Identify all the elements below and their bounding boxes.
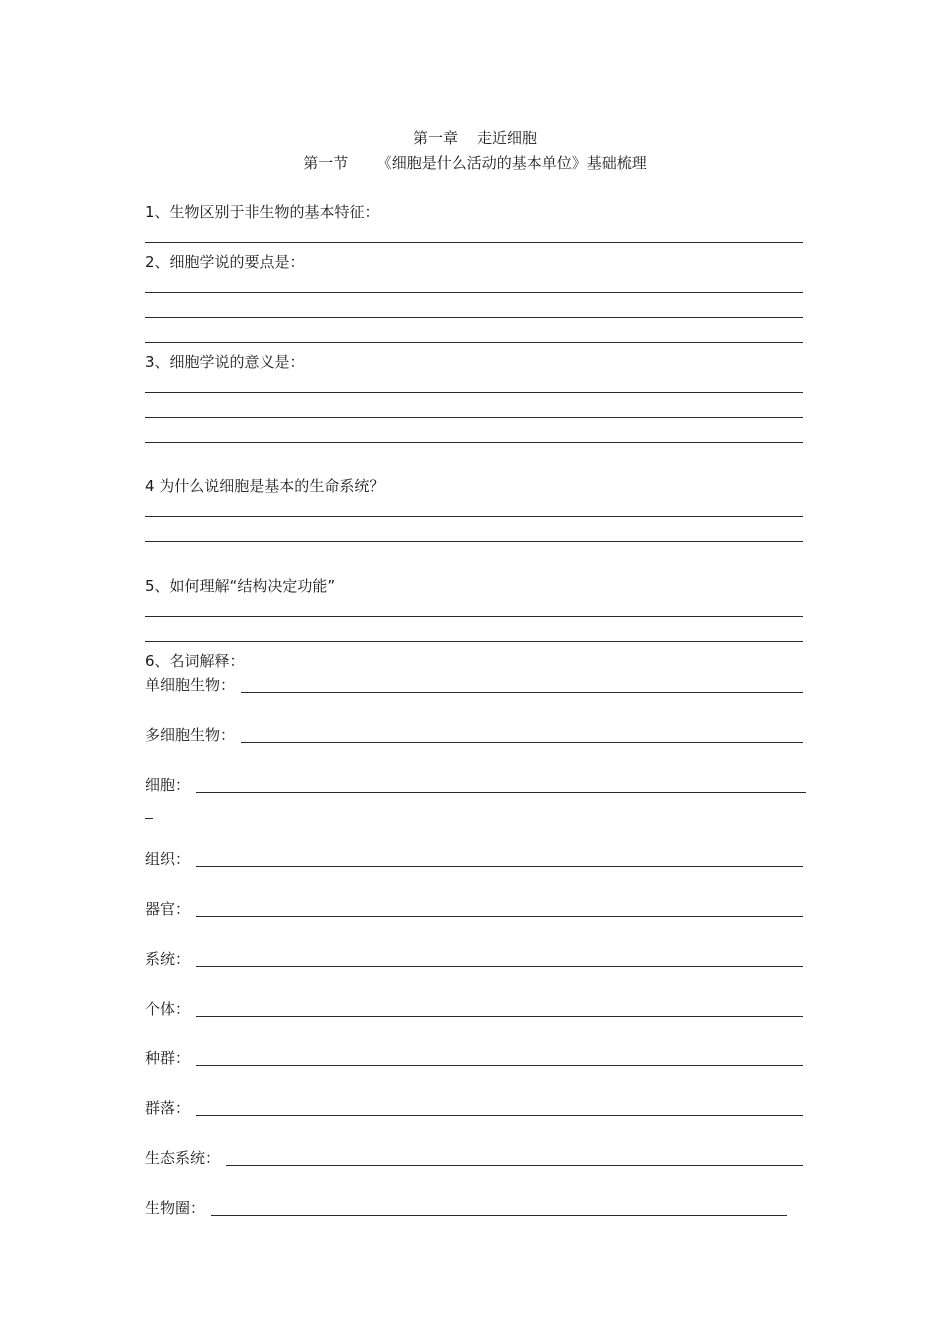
term-row-population: [145, 1048, 803, 1068]
term-row-unicellular: [145, 675, 803, 695]
term-answer-line[interactable]: [196, 1065, 803, 1066]
answer-line-q5-1[interactable]: [145, 616, 803, 617]
term-row-biosphere: [145, 1198, 787, 1218]
answer-line-q3-2[interactable]: [145, 417, 803, 418]
term-label: 器官：: [145, 900, 191, 918]
term-label: 多细胞生物：: [145, 726, 236, 744]
term-row-tissue: [145, 849, 803, 869]
term-label: 细胞：: [145, 776, 191, 794]
term-label: 单细胞生物：: [145, 676, 236, 694]
term-row-cell: [145, 775, 806, 795]
term-label: 生物圈：: [145, 1199, 206, 1217]
question-5: 5、如何理解“结构决定功能”: [145, 577, 336, 595]
term-answer-line[interactable]: [241, 692, 803, 693]
answer-line-q4-2[interactable]: [145, 541, 803, 542]
answer-line-q5-2[interactable]: [145, 641, 803, 642]
term-answer-line[interactable]: [211, 1215, 787, 1216]
term-answer-line[interactable]: [196, 916, 803, 917]
term-row-community: [145, 1098, 803, 1118]
term-label: 个体：: [145, 1000, 191, 1018]
term-label: 群落：: [145, 1099, 191, 1117]
term-row-ecosystem: [145, 1148, 803, 1168]
answer-line-q3-3[interactable]: [145, 442, 803, 443]
term-label: 生态系统：: [145, 1149, 221, 1167]
term-row-organ: [145, 899, 803, 919]
answer-line-q1-1[interactable]: [145, 242, 803, 243]
answer-line-q4-1[interactable]: [145, 516, 803, 517]
question-4: 4 为什么说细胞是基本的生命系统？: [145, 477, 385, 495]
term-answer-line[interactable]: [226, 1165, 803, 1166]
term-label: 种群：: [145, 1049, 191, 1067]
term-answer-line[interactable]: [196, 866, 803, 867]
term-row-individual: [145, 999, 803, 1019]
term-row-multicellular: [145, 725, 803, 745]
term-row-system: [145, 949, 803, 969]
term-answer-line[interactable]: [196, 792, 806, 793]
term-label: 组织：: [145, 850, 191, 868]
term-answer-line[interactable]: [196, 1115, 803, 1116]
question-2: 2、细胞学说的要点是：: [145, 253, 305, 271]
term-answer-line[interactable]: [241, 742, 803, 743]
stray-underline: [145, 818, 153, 819]
question-3: 3、细胞学说的意义是：: [145, 353, 305, 371]
term-answer-line[interactable]: [196, 1016, 803, 1017]
chapter-title: 第一章 走近细胞: [412, 129, 538, 147]
term-answer-line[interactable]: [196, 966, 803, 967]
question-6: 6、名词解释：: [145, 652, 245, 670]
section-title: 第一节 《细胞是什么活动的基本单位》基础梳理: [303, 154, 647, 172]
question-1: 1、生物区别于非生物的基本特征：: [145, 203, 380, 221]
answer-line-q2-1[interactable]: [145, 292, 803, 293]
term-label: 系统：: [145, 950, 191, 968]
answer-line-q3-1[interactable]: [145, 392, 803, 393]
answer-line-q2-2[interactable]: [145, 317, 803, 318]
answer-line-q2-3[interactable]: [145, 342, 803, 343]
